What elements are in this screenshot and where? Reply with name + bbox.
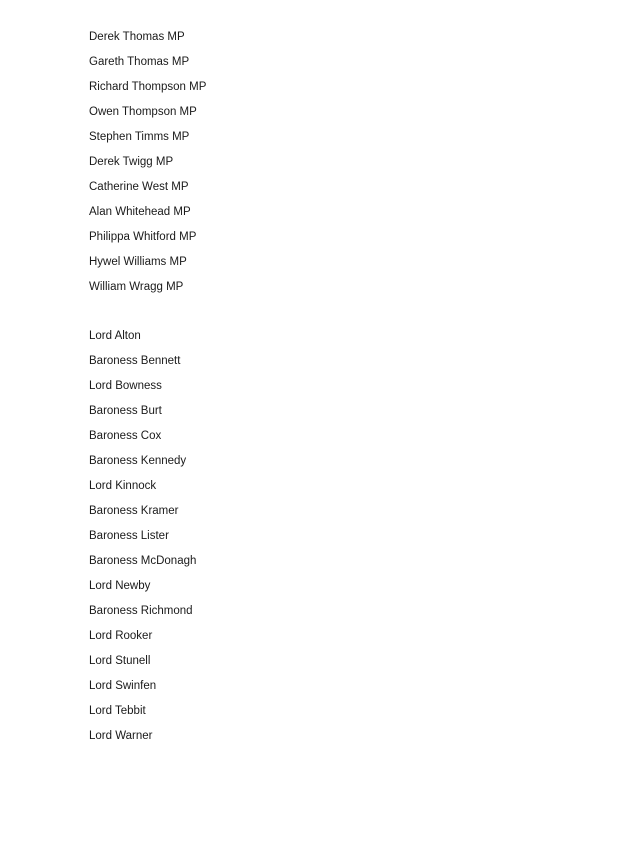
list-item: Richard Thompson MP [89, 81, 207, 93]
list-item: Derek Twigg MP [89, 156, 174, 168]
list-item: Catherine West MP [89, 181, 189, 193]
list-item: Baroness McDonagh [89, 555, 197, 567]
list-item: Lord Kinnock [89, 480, 157, 492]
list-item: Hywel Williams MP [89, 256, 187, 268]
list-item: Baroness Richmond [89, 605, 193, 617]
list-item: Stephen Timms MP [89, 131, 190, 143]
list-item: Lord Newby [89, 580, 151, 592]
list-item: Gareth Thomas MP [89, 56, 190, 68]
lords-signatories-list [89, 329, 196, 754]
list-item: Derek Thomas MP [89, 31, 185, 43]
list-item: Lord Alton [89, 330, 141, 342]
mp-signatories-list [89, 30, 206, 305]
list-item: Baroness Cox [89, 430, 162, 442]
list-item: Lord Swinfen [89, 680, 157, 692]
list-item: Baroness Kramer [89, 505, 179, 517]
list-item: Baroness Kennedy [89, 455, 187, 467]
list-item: Lord Tebbit [89, 705, 146, 717]
list-item: Owen Thompson MP [89, 106, 197, 118]
list-item: Lord Stunell [89, 655, 151, 667]
list-item: Baroness Lister [89, 530, 169, 542]
list-item: Lord Warner [89, 730, 153, 742]
list-item: Alan Whitehead MP [89, 206, 191, 218]
list-item: Baroness Bennett [89, 355, 181, 367]
list-item: Lord Rooker [89, 630, 153, 642]
list-item: Baroness Burt [89, 405, 162, 417]
list-item: Lord Bowness [89, 380, 162, 392]
list-item: Philippa Whitford MP [89, 231, 197, 243]
list-item: William Wragg MP [89, 281, 184, 293]
